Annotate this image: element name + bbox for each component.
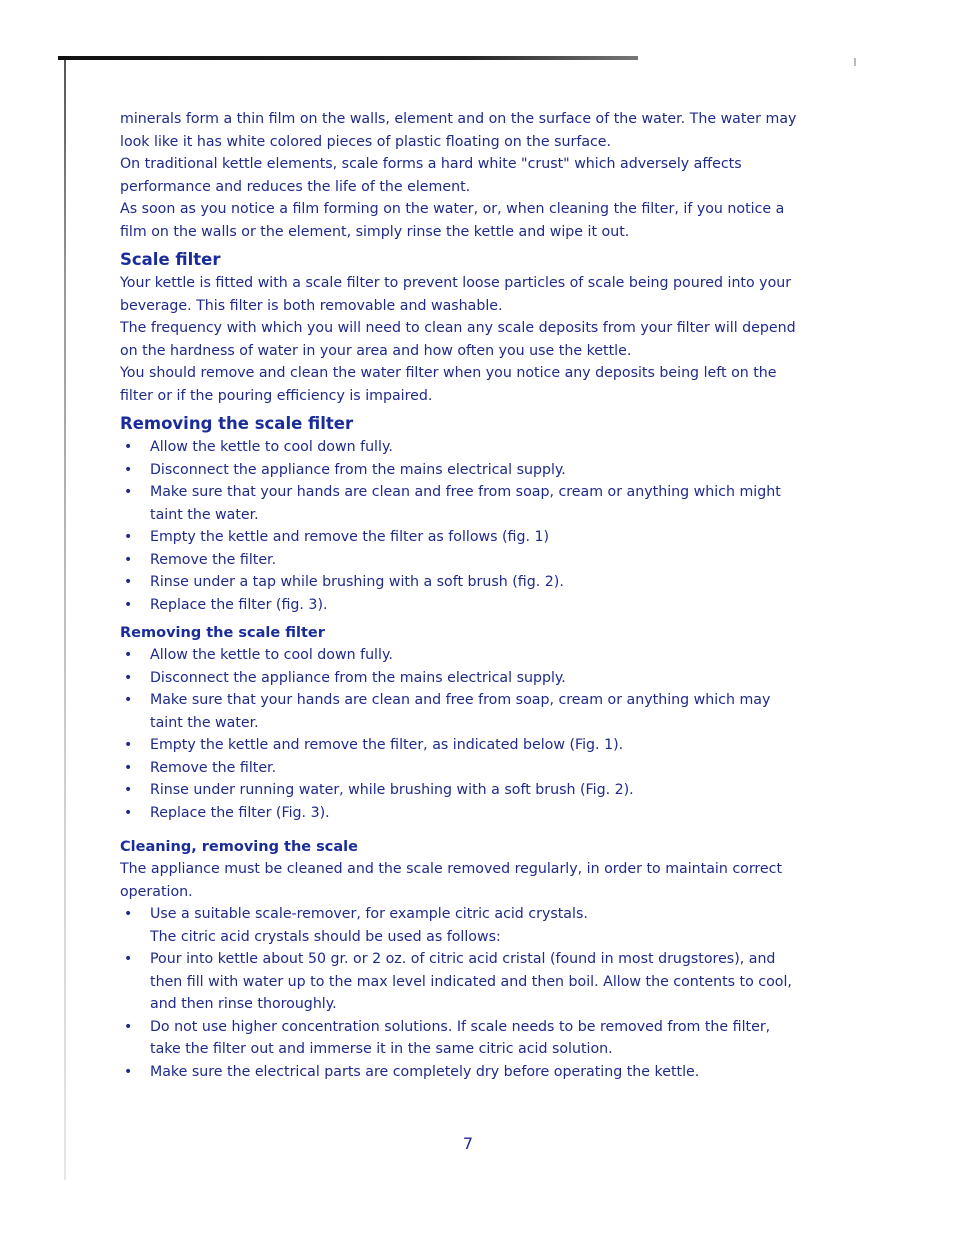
list-item: • Make sure that your hands are clean and free from soap, cream or anything which may taint the water. (120, 689, 800, 734)
removing-filter-list-1 (120, 436, 800, 616)
cleaning-item-1-text: • Use a suitable scale-remover, for example citric acid crystals. (150, 906, 588, 922)
page-number: 7 (462, 1134, 474, 1153)
list-item: • Do not use higher concentration solutions. If scale needs to be removed from the filter, take the filter out and immerse it in the same citric acid solution. (120, 1016, 800, 1061)
removing-filter-heading-2: Removing the scale filter (120, 625, 325, 641)
list-item: • Rinse under a tap while brushing with a soft brush (fig. 2). (120, 571, 800, 594)
scale-filter-heading: Scale filter (120, 250, 221, 269)
scan-top-edge (58, 56, 638, 60)
scan-left-edge (64, 60, 66, 1180)
cleaning-item-1-continuation: The citric acid crystals should be used as follows: (150, 928, 501, 945)
cleaning-heading: Cleaning, removing the scale (120, 839, 358, 855)
cleaning-paragraph: The appliance must be cleaned and the scale removed regularly, in order to maintain correct operation. (120, 861, 783, 900)
list-item: • Replace the filter (fig. 3). (120, 594, 800, 617)
list-item: • Rinse under running water, while brushing with a soft brush (Fig. 2). (120, 779, 800, 802)
intro-paragraph-1: minerals form a thin film on the walls, element and on the surface of the water. The water may look like it has white colored pieces of plastic floating on the surface. (120, 111, 797, 150)
scale-filter-paragraph-1: Your kettle is fitted with a scale filter to prevent loose particles of scale being poured into your beverage. This filter is both removable and washable. (120, 275, 792, 314)
intro-paragraph-3: As soon as you notice a film forming on the water, or, when cleaning the filter, if you notice a film on the walls or the element, simply rinse the kettle and wipe it out. (120, 201, 785, 240)
list-item: • Disconnect the appliance from the mains electrical supply. (120, 667, 800, 690)
page-content (120, 108, 800, 1083)
list-item: • Remove the filter. (120, 549, 800, 572)
list-item: • Allow the kettle to cool down fully. (120, 436, 800, 459)
list-item: • Pour into kettle about 50 gr. or 2 oz. of citric acid cristal (found in most drugstores), and then fill with water up to the max level indicated and then boil. Allow the contents to cool, and then rinse thoroughly. (120, 948, 800, 1016)
list-item: • Empty the kettle and remove the filter as follows (fig. 1) (120, 526, 800, 549)
removing-filter-list-2 (120, 644, 800, 824)
cleaning-list (120, 903, 800, 1083)
scan-mark (854, 58, 856, 66)
intro-paragraph-2: On traditional kettle elements, scale forms a hard white "crust" which adversely affects performance and reduces the life of the element. (120, 156, 742, 195)
list-item: • Allow the kettle to cool down fully. (120, 644, 800, 667)
list-item: • Replace the filter (Fig. 3). (120, 802, 800, 825)
list-item: • Empty the kettle and remove the filter, as indicated below (Fig. 1). (120, 734, 800, 757)
list-item (120, 903, 800, 948)
list-item: • Remove the filter. (120, 757, 800, 780)
list-item: • Make sure that your hands are clean and free from soap, cream or anything which might taint the water. (120, 481, 800, 526)
list-item: • Make sure the electrical parts are completely dry before operating the kettle. (120, 1061, 800, 1084)
list-item: • Disconnect the appliance from the mains electrical supply. (120, 459, 800, 482)
scale-filter-paragraph-2: The frequency with which you will need to clean any scale deposits from your filter will depend on the hardness of water in your area and how often you use the kettle. (120, 320, 796, 359)
scale-filter-paragraph-3: You should remove and clean the water filter when you notice any deposits being left on the filter or if the pouring efficiency is impaired. (120, 365, 777, 404)
removing-filter-heading-1: Removing the scale filter (120, 414, 354, 433)
